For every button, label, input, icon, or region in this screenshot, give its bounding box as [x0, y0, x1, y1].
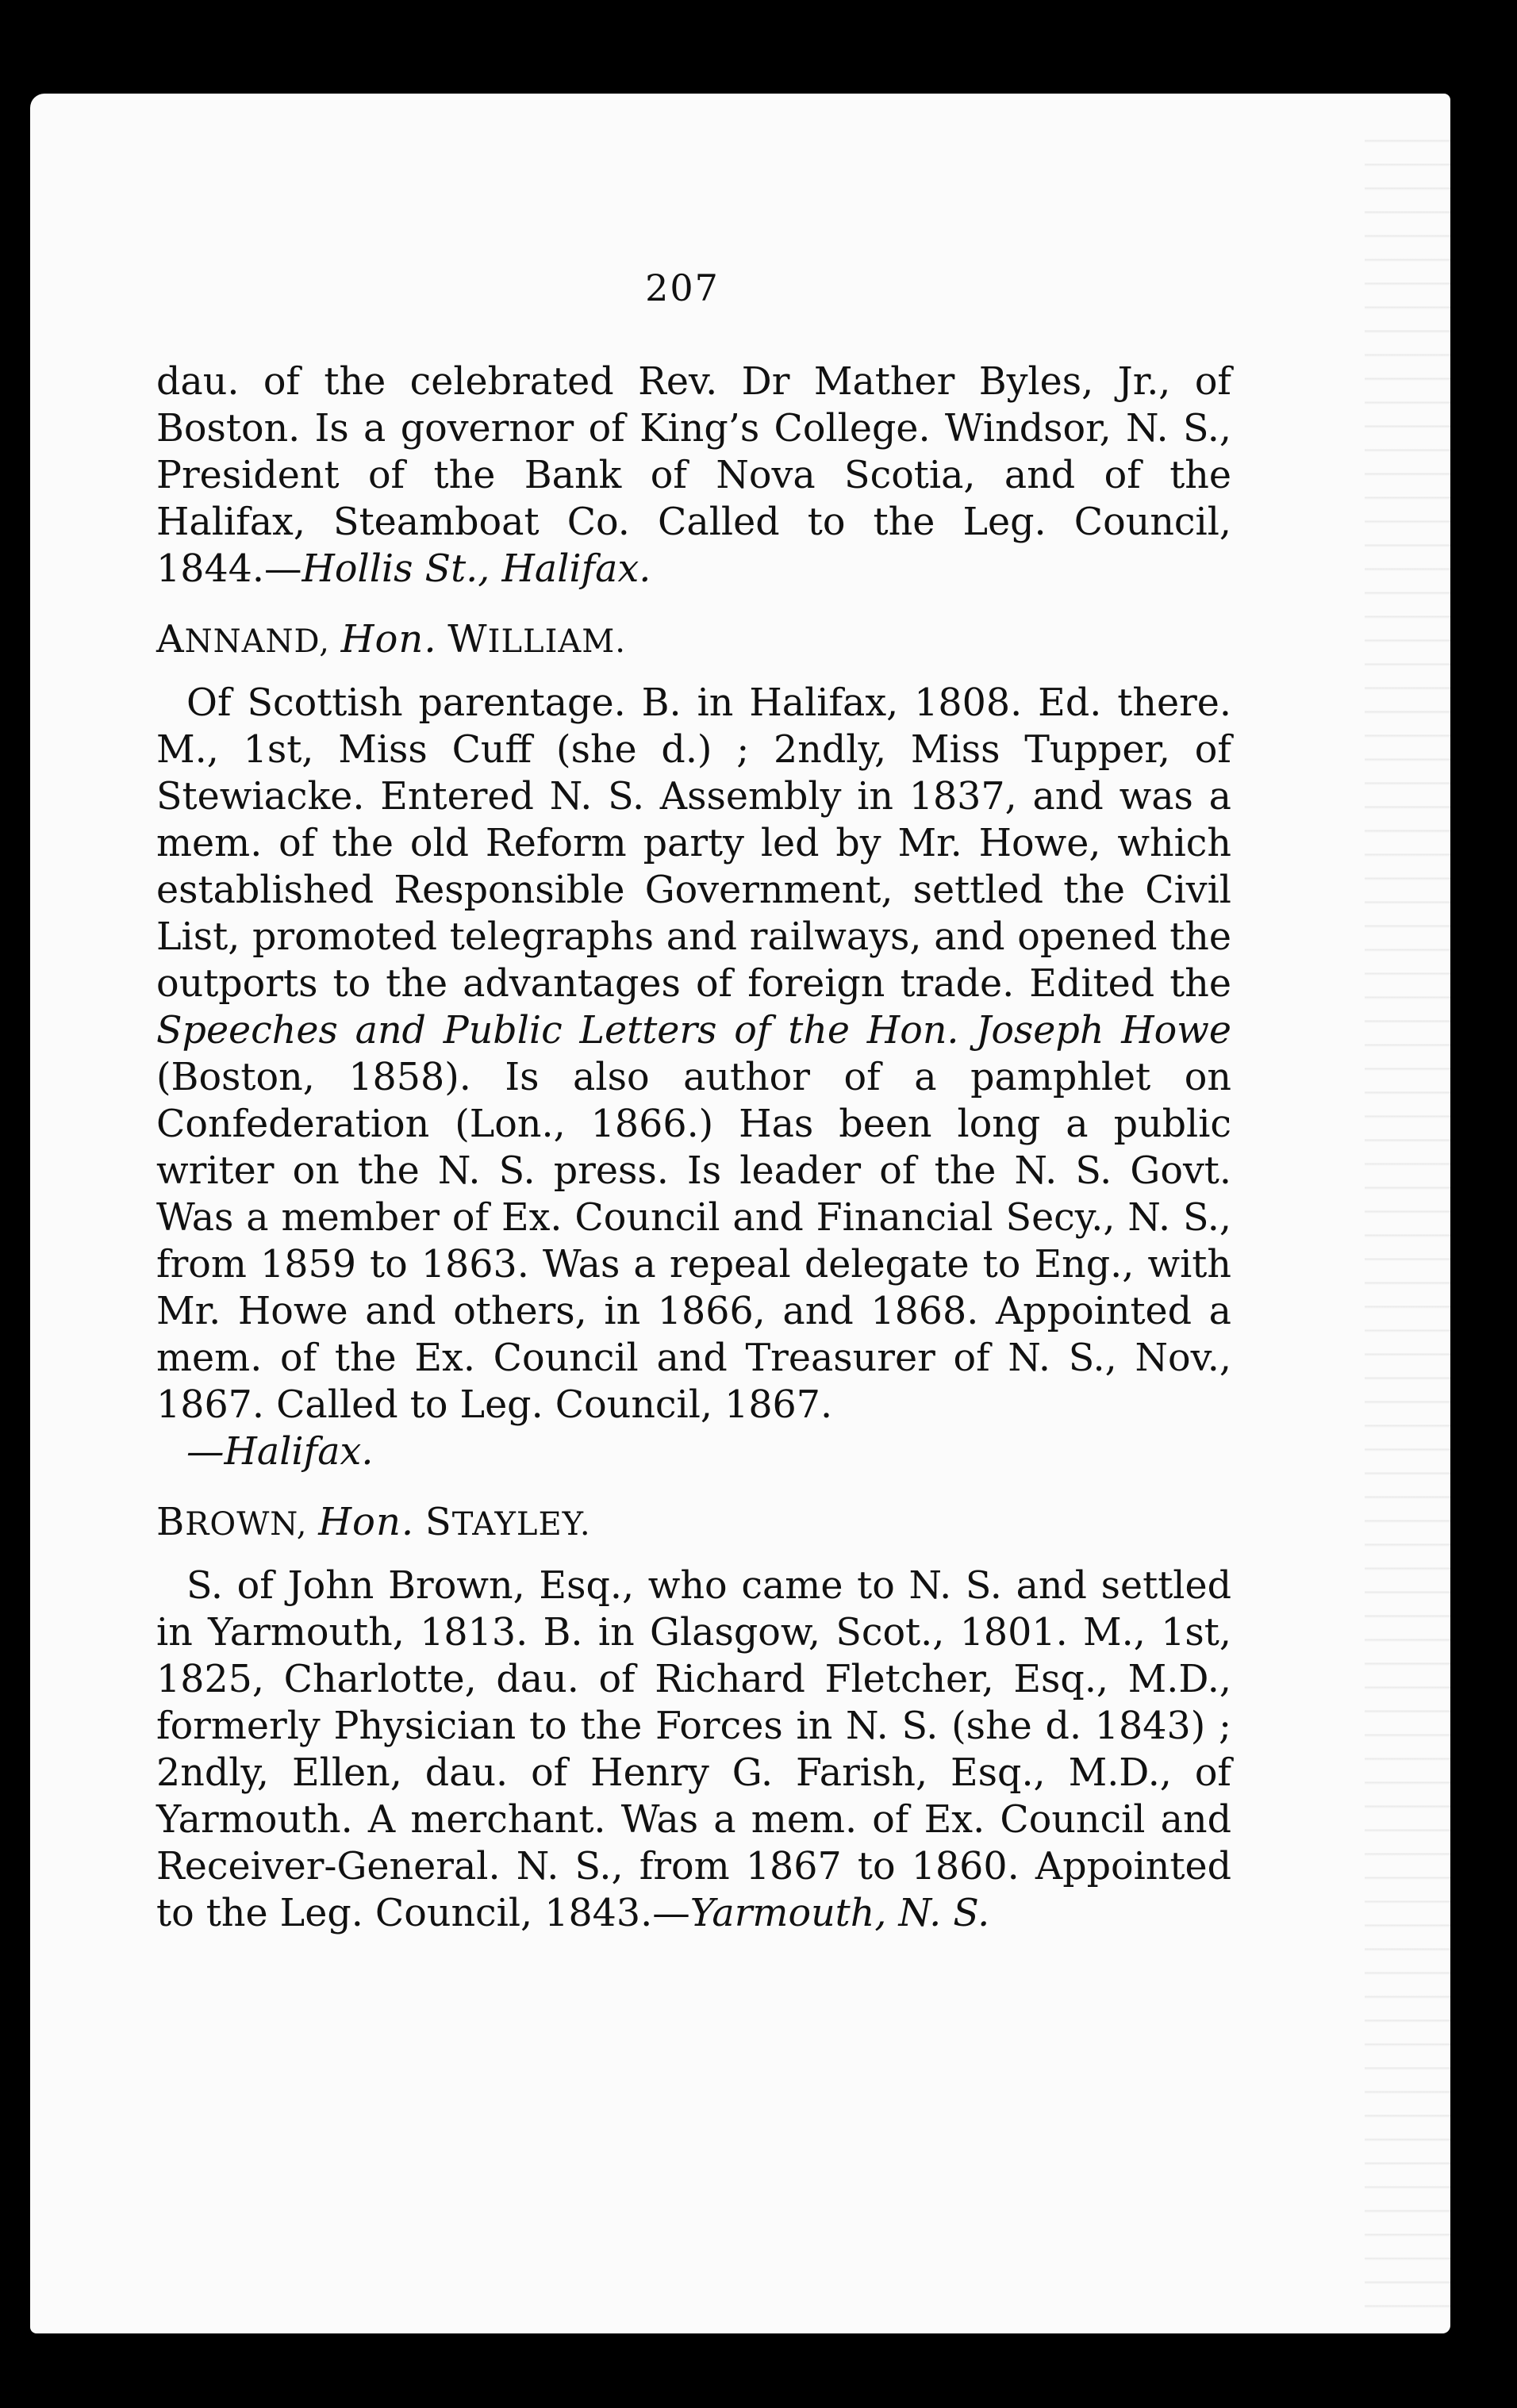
entry-body-annand: Of Scottish parentage. B. in Halifax, 1808. Ed. there. M., 1st, Miss Cuff (she d.) ; 2ndly, Miss Tupper, of Stewiacke. Entered N. S. Assembly in 1837, and was a mem. of the old Reform party led by Mr. Howe, which established Responsible Government, settled the Civil List, promoted telegraphs and railways, and opened the outports to the advantages of foreign trade. Edited the Speeches and Public Letters of the Hon. Joseph Howe (Boston, 1858). Is also author of a pamphlet on Confederation (Lon., 1866.) Has been long a public writer on the N. S. press. Is leader of the N. S. Govt. Was a member of Ex. Council and Financial Secy., N. S., from 1859 to 1863. Was a repeal delegate to Eng., with Mr. Howe and others, in 1866, and 1868. Appointed a mem. of the Ex. Council and Treasurer of N. S., Nov., 1867. Called to Leg. Council, 1867. —Halifax. [156, 681, 1231, 1474]
page-number: 207 [645, 266, 720, 309]
work-title: Speeches and Public Letters of the Hon. Joseph Howe [156, 1009, 1231, 1053]
entry-address: —Halifax. [186, 1430, 374, 1474]
entry-body-brown: S. of John Brown, Esq., who came to N. S. and settled in Yarmouth, 1813. B. in Glasgow, Scot., 1801. M., 1st, 1825, Charlotte, dau. of Richard Fletcher, Esq., M.D., formerly Physician to the Forces in N. S. (she d. 1843) ; 2ndly, Ellen, dau. of Henry G. Farish, Esq., M.D., of Yarmouth. A merchant. Was a mem. of Ex. Council and Receiver-General. N. S., from 1867 to 1860. Appointed to the Leg. Council, 1843.—Yarmouth, N. S. [156, 1564, 1231, 1935]
honorific: Hon. [340, 617, 437, 661]
honorific: Hon. [318, 1500, 415, 1544]
continuation-address: Hollis St., Halifax. [301, 547, 651, 591]
entry-heading-brown: BROWN, Hon. STAYLEY. [156, 1500, 591, 1544]
page-edge [1365, 119, 1450, 2324]
continuation-text: dau. of the celebrated Rev. Dr Mather Byles, Jr., of Boston. Is a governor of King’s College. Windsor, N. S., President of the Bank of Nova Scotia, and of the Halifax, Steamboat Co. Called to the Leg. Council, 1844.— [156, 360, 1231, 591]
entry-address: Yarmouth, N. S. [689, 1892, 990, 1935]
entry-heading-annand: ANNAND, Hon. WILLIAM. [156, 617, 626, 661]
text-block [156, 359, 1231, 1937]
entry-continuation [156, 359, 1231, 592]
